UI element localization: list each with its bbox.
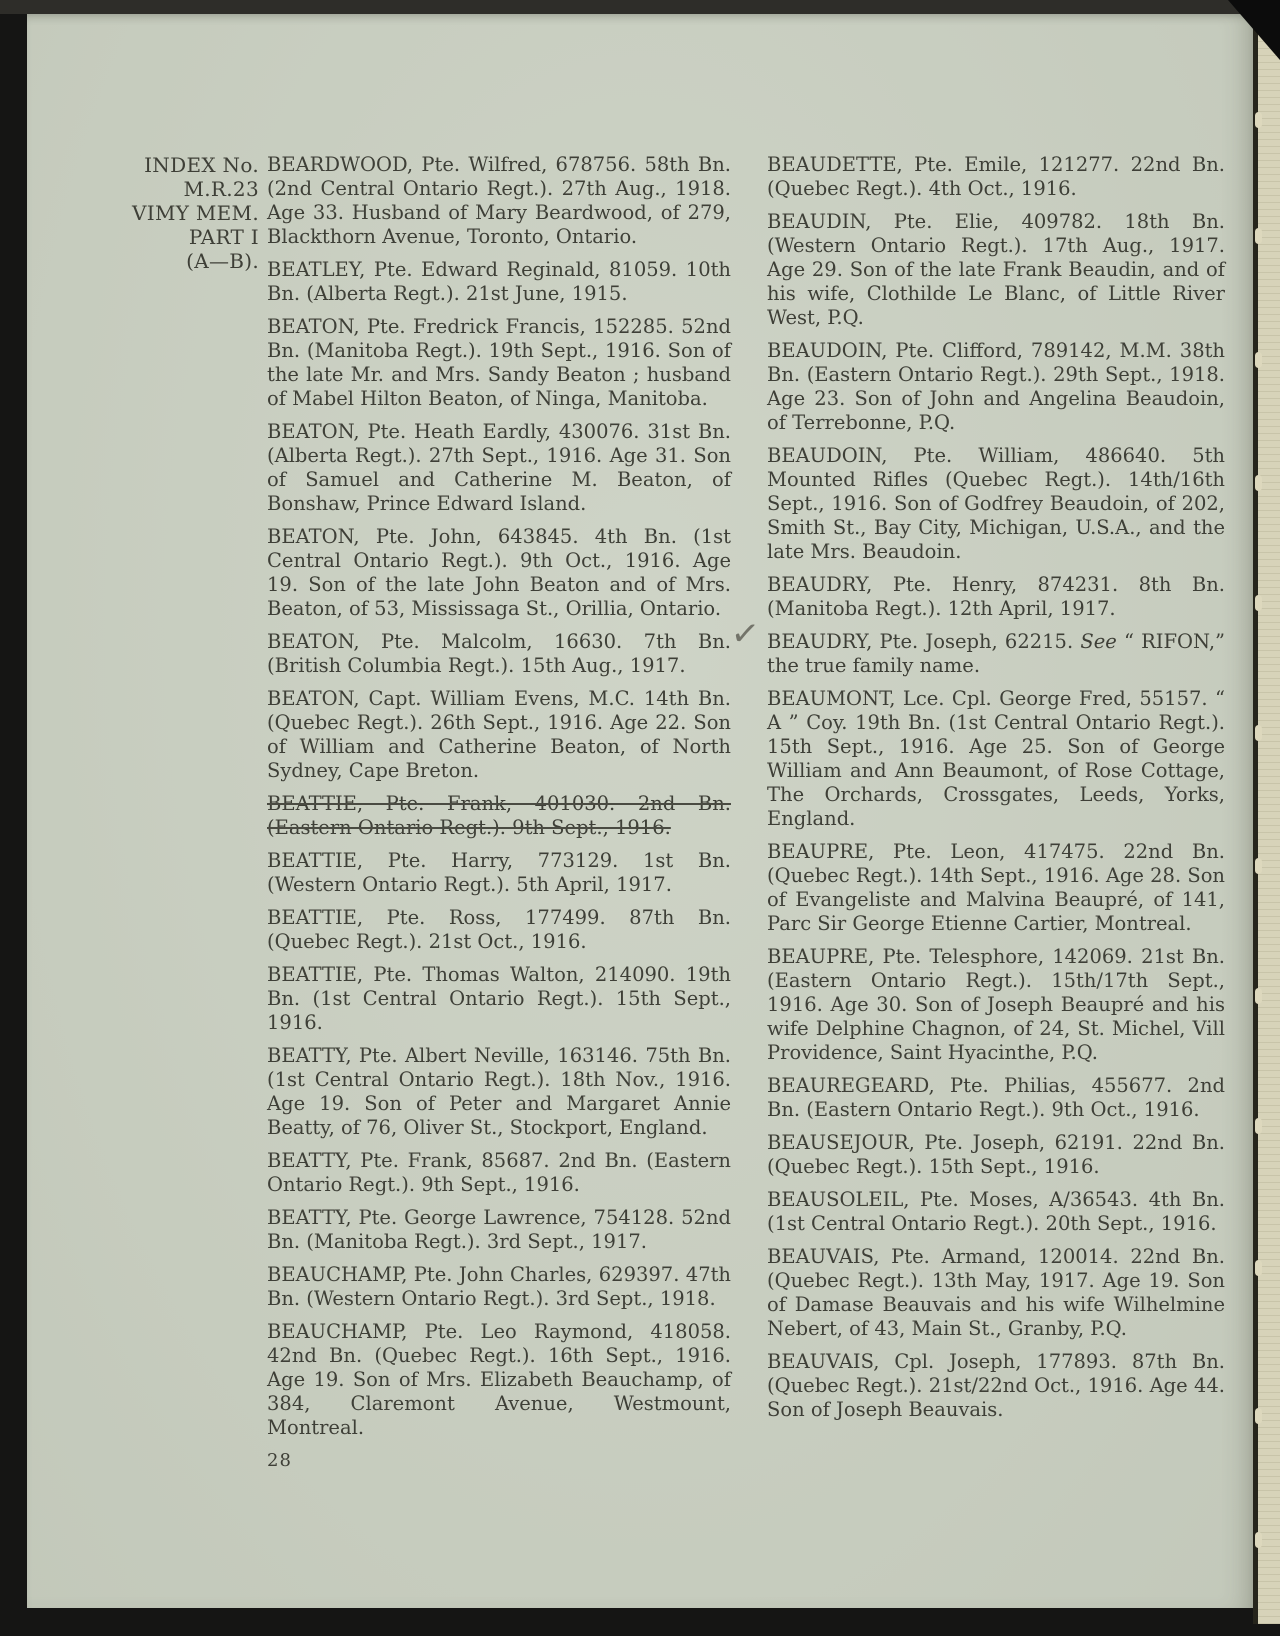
register-entry: BEAUSOLEIL, Pte. Moses, A/36543. 4th Bn. (1st Central Ontario Regt.). 20th Sept., 1916. — [767, 1188, 1225, 1235]
page-edge-bump — [1255, 1408, 1262, 1424]
register-entry: BEATTIE, Pte. Harry, 773129. 1st Bn. (Western Ontario Regt.). 5th April, 1917. — [267, 849, 731, 896]
register-entry: BEAUCHAMP, Pte. John Charles, 629397. 47th Bn. (Western Ontario Regt.). 3rd Sept., 1918. — [267, 1263, 731, 1310]
register-entry: BEAUSEJOUR, Pte. Joseph, 62191. 22nd Bn. (Quebec Regt.). 15th Sept., 1916. — [767, 1131, 1225, 1178]
register-entry: BEAUPRE, Pte. Telesphore, 142069. 21st Bn. (Eastern Ontario Regt.). 15th/17th Sept., 1916. Age 30. Son of Joseph Beaupré and his wife Delphine Chagnon, of 24, St. Michel, Vill Providence, Saint Hyacinthe, P.Q. — [767, 945, 1225, 1064]
register-entry: BEARDWOOD, Pte. Wilfred, 678756. 58th Bn. (2nd Central Ontario Regt.). 27th Aug., 1918. Age 33. Husband of Mary Beardwood, of 279, Blackthorn Avenue, Toronto, Ontario. — [267, 153, 731, 248]
register-entry: BEAUMONT, Lce. Cpl. George Fred, 55157. “ A ” Coy. 19th Bn. (1st Central Ontario Regt.). 15th Sept., 1916. Age 25. Son of George William and Ann Beaumont, of Rose Cottage, The Orchards, Crossgates, Leeds, Yorks, England. — [767, 687, 1225, 830]
page-number: 28 — [267, 1450, 292, 1471]
page-edge-bump — [1255, 1260, 1262, 1276]
page-edge-bump — [1255, 988, 1262, 1004]
register-entry: BEATON, Pte. Malcolm, 16630. 7th Bn. (British Columbia Regt.). 15th Aug., 1917. — [267, 630, 731, 677]
register-entry: BEATON, Pte. Fredrick Francis, 152285. 52nd Bn. (Manitoba Regt.). 19th Sept., 1916. Son of the late Mr. and Mrs. Sandy Beaton ; husband of Mabel Hilton Beaton, of Ninga, Manitoba. — [267, 315, 731, 410]
register-entry: BEAUVAIS, Cpl. Joseph, 177893. 87th Bn. (Quebec Regt.). 21st/22nd Oct., 1916. Age 44. Son of Joseph Beauvais. — [767, 1350, 1225, 1421]
page-edge-bump — [1255, 352, 1262, 368]
alphabet-range: (A—B). — [186, 249, 259, 273]
page-edge-bump — [1255, 475, 1262, 491]
memorial-name: VIMY MEM. — [132, 201, 259, 225]
register-entry: BEATTIE, Pte. Thomas Walton, 214090. 19th Bn. (1st Central Ontario Regt.). 15th Sept., 1916. — [267, 963, 731, 1034]
register-entry: BEATTY, Pte. George Lawrence, 754128. 52nd Bn. (Manitoba Regt.). 3rd Sept., 1917. — [267, 1206, 731, 1253]
register-entry: BEATLEY, Pte. Edward Reginald, 81059. 10th Bn. (Alberta Regt.). 21st June, 1915. — [267, 258, 731, 305]
cross-reference-text: BEAUDRY, Pte. Joseph, 62215. — [767, 630, 1074, 653]
register-entry: BEAUDIN, Pte. Elie, 409782. 18th Bn. (Western Ontario Regt.). 17th Aug., 1917. Age 29. Son of the late Frank Beaudin, and of his wife, Clothilde Le Blanc, of Little River West, P.Q. — [767, 210, 1225, 329]
register-entry: BEAUVAIS, Pte. Armand, 120014. 22nd Bn. (Quebec Regt.). 13th May, 1917. Age 19. Son of Damase Beauvais and his wife Wilhelmine Nebert, of 43, Main St., Granby, P.Q. — [767, 1245, 1225, 1340]
book-fore-edge — [1253, 20, 1280, 1624]
left-column — [267, 153, 731, 1482]
cross-reference-target: “ RIFON,” the true family name. — [767, 630, 1226, 677]
register-page — [27, 14, 1253, 1608]
page-edge-bump — [1255, 595, 1262, 611]
register-entry: BEAUPRE, Pte. Leon, 417475. 22nd Bn. (Quebec Regt.). 14th Sept., 1916. Age 28. Son of Evangeliste and Malvina Beaupré, of 141, Parc Sir George Etienne Cartier, Montreal. — [767, 840, 1225, 935]
index-number: INDEX No. M.R.23 — [144, 153, 259, 201]
register-entry: BEAUDOIN, Pte. William, 486640. 5th Mounted Rifles (Quebec Regt.). 14th/16th Sept., 1916. Son of Godfrey Beaudoin, of 202, Smith St., Bay City, Michigan, U.S.A., and the late Mrs. Beaudoin. — [767, 444, 1225, 563]
register-entry: BEAUDOIN, Pte. Clifford, 789142, M.M. 38th Bn. (Eastern Ontario Regt.). 29th Sept., 1918. Age 23. Son of John and Angelina Beaudoin, of Terrebonne, P.Q. — [767, 339, 1225, 434]
page-edge-bump — [1255, 112, 1262, 128]
part-label: PART I — [188, 225, 259, 249]
register-entry: BEAUCHAMP, Pte. Leo Raymond, 418058. 42nd Bn. (Quebec Regt.). 16th Sept., 1916. Age 19. Son of Mrs. Elizabeth Beauchamp, of 384, Claremont Avenue, Westmount, Montreal. — [267, 1320, 731, 1439]
register-entry: BEAUDETTE, Pte. Emile, 121277. 22nd Bn. (Quebec Regt.). 4th Oct., 1916. — [767, 153, 1225, 200]
see-word: See — [1080, 630, 1117, 653]
register-entry: BEATTIE, Pte. Ross, 177499. 87th Bn. (Quebec Regt.). 21st Oct., 1916. — [267, 906, 731, 953]
handwritten-checkmark: ✓ — [728, 612, 762, 656]
register-entry: BEATON, Pte. John, 643845. 4th Bn. (1st Central Ontario Regt.). 9th Oct., 1916. Age 19. Son of the late John Beaton and of Mrs. Beaton, of 53, Mississaga St., Orillia, Ontario. — [267, 525, 731, 620]
register-entry: BEATON, Capt. William Evens, M.C. 14th Bn. (Quebec Regt.). 26th Sept., 1916. Age 22. Son of William and Catherine Beaton, of North Sydney, Cape Breton. — [267, 687, 731, 782]
page-edge-bump — [1255, 228, 1262, 244]
register-entry: BEATTY, Pte. Albert Neville, 163146. 75th Bn. (1st Central Ontario Regt.). 18th Nov., 1916. Age 19. Son of Peter and Margaret Annie Beatty, of 76, Oliver St., Stockport, England. — [267, 1044, 731, 1139]
register-entry: BEATON, Pte. Heath Eardly, 430076. 31st Bn. (Alberta Regt.). 27th Sept., 1916. Age 31. Son of Samuel and Catherine M. Beaton, of Bonshaw, Prince Edward Island. — [267, 420, 731, 515]
page-edge-bump — [1255, 858, 1262, 874]
page-edge-bump — [1255, 1532, 1262, 1548]
page-edge-bump — [1255, 725, 1262, 741]
register-entry-cross-reference — [728, 612, 1226, 678]
fore-edge-texture — [1258, 20, 1280, 1624]
register-entry: BEAUREGEARD, Pte. Philias, 455677. 2nd Bn. (Eastern Ontario Regt.). 9th Oct., 1916. — [767, 1074, 1225, 1121]
register-entry-struck-through: BEATTIE, Pte. Frank, 401030. 2nd Bn. (Eastern Ontario Regt.). 9th Sept., 1916. — [267, 792, 731, 839]
register-entry: BEAUDRY, Pte. Henry, 874231. 8th Bn. (Manitoba Regt.). 12th April, 1917. — [767, 573, 1225, 620]
page-edge-bump — [1255, 1118, 1262, 1134]
scan-background-top — [0, 0, 1280, 14]
index-header — [63, 153, 259, 273]
right-column — [728, 153, 1226, 1431]
register-entry: BEATTY, Pte. Frank, 85687. 2nd Bn. (Eastern Ontario Regt.). 9th Sept., 1916. — [267, 1149, 731, 1196]
